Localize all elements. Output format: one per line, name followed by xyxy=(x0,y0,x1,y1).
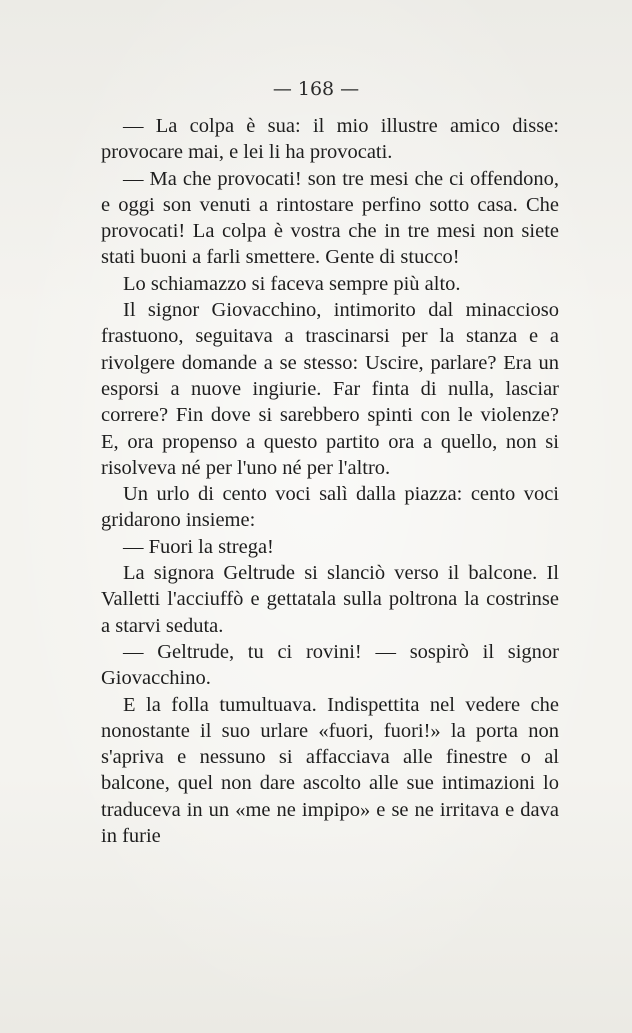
paragraph: — Geltrude, tu ci rovini! — sospirò il signor Giovacchino. xyxy=(101,640,559,690)
page-number: — 168 — xyxy=(272,78,360,100)
paragraph: Lo schiamazzo si faceva sempre più alto. xyxy=(123,272,461,295)
paragraph: La signora Geltrude si slanciò verso il balcone. Il Valletti l'acciuffò e gettatala sulla poltrona la costrinse a starvi seduta. xyxy=(101,562,559,637)
paragraph: Un urlo di cento voci salì dalla piazza: cento voci gridarono insieme: xyxy=(101,483,559,532)
paragraph: — Ma che provocati! son tre mesi che ci offendono, e oggi son venuti a rintostare perfino sotto casa. Che provocati! La colpa è vostra che in tre mesi non siete stati buoni a farli smettere. Gente di stucco! xyxy=(101,167,559,269)
text-body xyxy=(101,113,559,849)
paragraph: E la folla tumultuava. Indispettita nel vedere che nonostante il suo urlare «fuori, fuori!» la porta non s'apriva e nessuno si affacciava alle finestre o al balcone, quel non dare ascolto alle sue intimazioni lo traduceva in un «me ne impipo» e se ne irritava e dava in furie xyxy=(101,693,559,848)
paragraph: — La colpa è sua: il mio illustre amico disse: provocare mai, e lei li ha provocati. xyxy=(101,115,559,164)
paragraph: Il signor Giovacchino, intimorito dal minaccioso frastuono, seguitava a trascinarsi per la stanza e a rivolgere domande a se stesso: Uscire, parlare? Era un esporsi a nuove ingiurie. Far finta di nulla, lasciar correre? Fin dove si sarebbero spinti con le violenze? E, ora propenso a questo partito ora a quello, non si risolveva né per l'uno né per l'altro. xyxy=(101,299,559,479)
paragraph: — Fuori la strega! xyxy=(123,535,274,558)
